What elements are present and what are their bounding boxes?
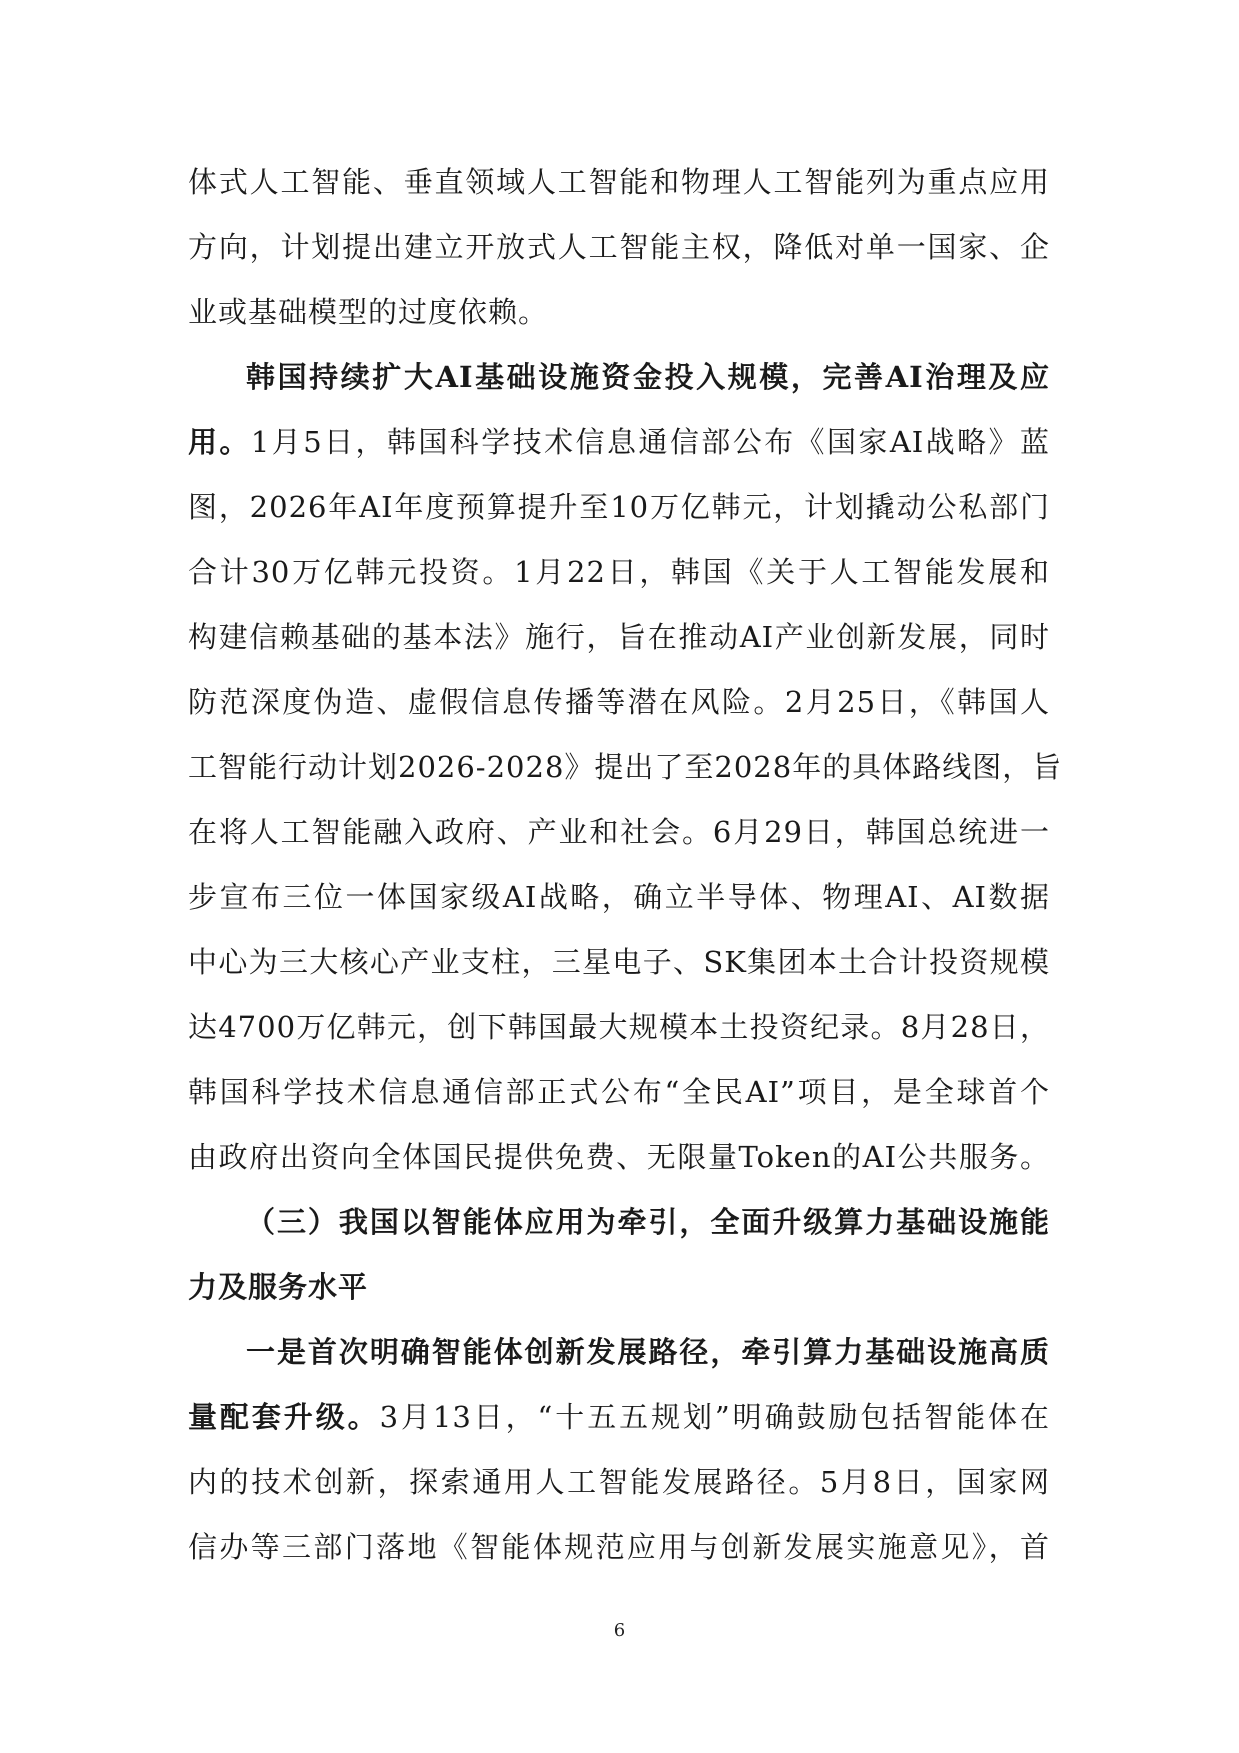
body-text: 信办等三部门落地《智能体规范应用与创新发展实施意见》，首 — [188, 1530, 1050, 1564]
text-line — [188, 223, 1050, 288]
body-text: 方向，计划提出建立开放式人工智能主权，降低对单一国家、企 — [188, 230, 1050, 264]
text-line — [188, 1523, 1050, 1588]
bold-text: 韩国持续扩大AI基础设施资金投入规模，完善AI治理及应 — [246, 360, 1050, 394]
text-line — [188, 1068, 1050, 1133]
text-line — [188, 418, 1050, 483]
text-line — [188, 1263, 1050, 1328]
bold-text: （三）我国以智能体应用为牵引，全面升级算力基础设施能 — [246, 1205, 1050, 1239]
body-text: 步宣布三位一体国家级AI战略，确立半导体、物理AI、AI数据 — [188, 880, 1050, 914]
text-line — [188, 1458, 1050, 1523]
text-line — [188, 1003, 1050, 1068]
body-text: 达4700万亿韩元，创下韩国最大规模本土投资纪录。8月28日， — [188, 1010, 1050, 1044]
text-line — [188, 1328, 1050, 1393]
text-line — [188, 613, 1050, 678]
body-text: 韩国科学技术信息通信部正式公布“全民AI”项目，是全球首个 — [188, 1075, 1050, 1109]
text-line — [188, 158, 1050, 223]
text-line — [188, 743, 1063, 808]
body-text: 合计30万亿韩元投资。1月22日，韩国《关于人工智能发展和 — [188, 555, 1050, 589]
body-text: 1月5日，韩国科学技术信息通信部公布《国家AI战略》蓝 — [250, 425, 1050, 459]
body-text: 由政府出资向全体国民提供免费、无限量Token的AI公共服务。 — [188, 1140, 1050, 1174]
text-line — [188, 1393, 1050, 1458]
body-text: 图，2026年AI年度预算提升至10万亿韩元，计划撬动公私部门 — [188, 490, 1050, 524]
body-text: 中心为三大核心产业支柱，三星电子、SK集团本土合计投资规模 — [188, 945, 1050, 979]
page-number: 6 — [613, 1620, 626, 1641]
text-line — [188, 678, 1050, 743]
bold-text: 一是首次明确智能体创新发展路径，牵引算力基础设施高质 — [246, 1335, 1050, 1369]
bold-text: 力及服务水平 — [188, 1270, 369, 1304]
body-text: 工智能行动计划2026-2028》提出了至2028年的具体路线图，旨 — [188, 750, 1063, 784]
body-text: 3月13日，“十五五规划”明确鼓励包括智能体在 — [379, 1400, 1050, 1434]
text-line — [188, 483, 1050, 548]
body-text: 构建信赖基础的基本法》施行，旨在推动AI产业创新发展，同时 — [188, 620, 1050, 654]
body-text: 内的技术创新，探索通用人工智能发展路径。5月8日，国家网 — [188, 1465, 1050, 1499]
text-line — [188, 1198, 1050, 1263]
text-line — [188, 288, 1050, 353]
bold-text: 用。 — [188, 425, 251, 459]
document-body — [188, 158, 1063, 1588]
bold-text: 量配套升级。 — [188, 1400, 380, 1434]
body-text: 体式人工智能、垂直领域人工智能和物理人工智能列为重点应用 — [188, 165, 1050, 199]
text-line — [188, 353, 1050, 418]
text-line — [188, 873, 1050, 938]
text-line — [188, 808, 1050, 873]
body-text: 业或基础模型的过度依赖。 — [188, 295, 549, 329]
text-line — [188, 1133, 1050, 1198]
text-line — [188, 548, 1050, 613]
body-text: 防范深度伪造、虚假信息传播等潜在风险。2月25日，《韩国人 — [188, 685, 1050, 719]
body-text: 在将人工智能融入政府、产业和社会。6月29日，韩国总统进一 — [188, 815, 1050, 849]
text-line — [188, 938, 1050, 1003]
